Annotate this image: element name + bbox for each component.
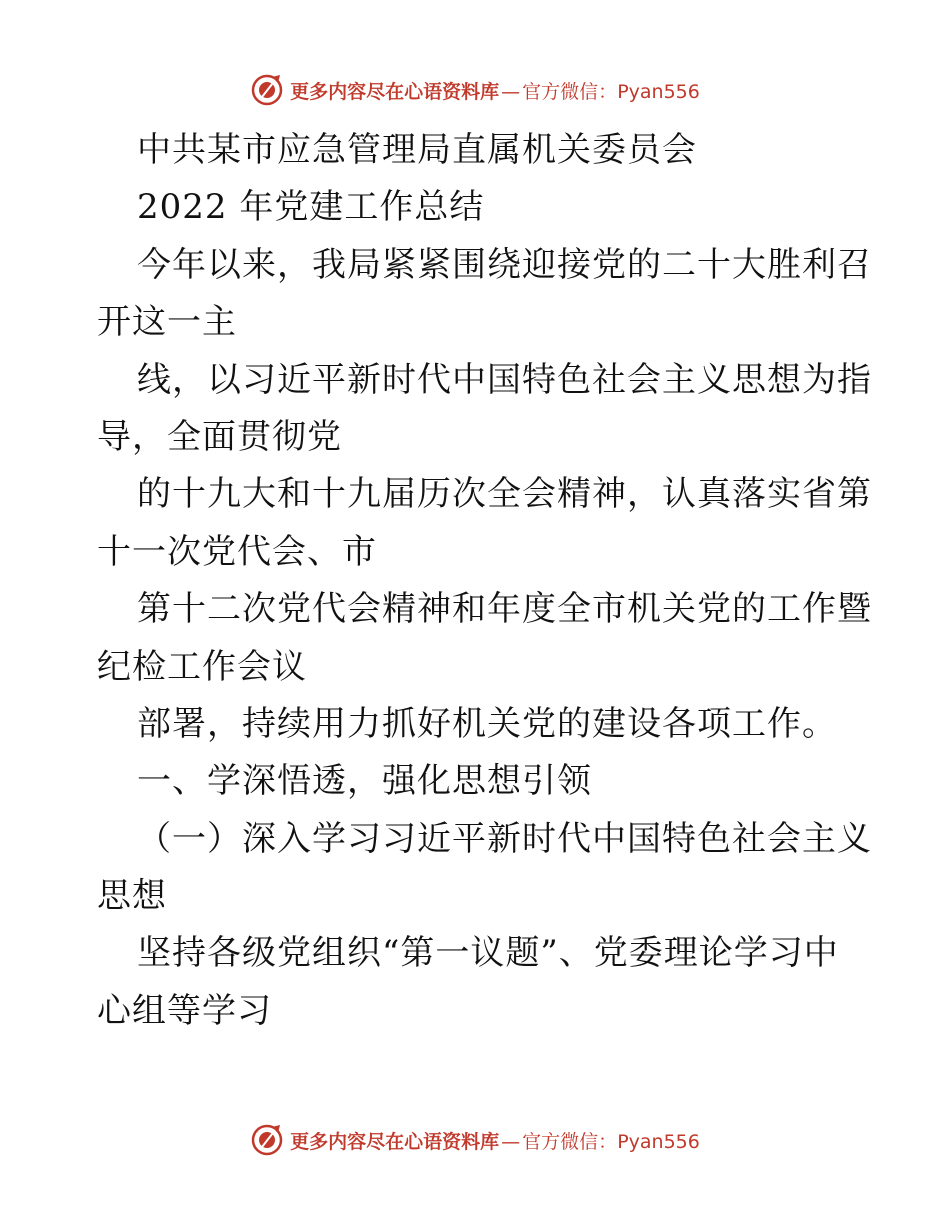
watermark-separator: — (501, 1130, 521, 1153)
watermark-label: 官方微信： (522, 80, 618, 103)
doc-title-line-1: 中共某市应急管理局直属机关委员会 (137, 130, 697, 170)
paragraph-line: 部署，持续用力抓好机关党的建设各项工作。 (137, 703, 837, 744)
section-heading: 一、学深悟透，强化思想引领 (137, 761, 592, 802)
paragraph-line: 的十九大和十九届历次全会精神，认真落实省第 (137, 474, 872, 515)
watermark-label: 官方微信： (522, 1130, 618, 1153)
paragraph-line: 心组等学习 (97, 990, 272, 1031)
subsection-heading-continued: 思想 (97, 876, 167, 917)
paragraph-line: 线，以习近平新时代中国特色社会主义思想为指 (137, 359, 872, 400)
wax-seal-quill-icon (250, 73, 284, 107)
subsection-heading: （一）深入学习习近平新时代中国特色社会主义 (137, 818, 872, 859)
watermark-text (290, 77, 700, 104)
paragraph-line: 第十二次党代会精神和年度全市机关党的工作暨 (137, 589, 872, 630)
watermark-id: Pyan556 (617, 80, 700, 103)
paragraph-line: 开这一主 (97, 302, 237, 343)
paragraph-line: 十一次党代会、市 (97, 531, 377, 572)
paragraph-line: 导，全面贯彻党 (97, 416, 342, 457)
footer-watermark (0, 1120, 950, 1160)
header-watermark (0, 70, 950, 110)
watermark-text (290, 1127, 700, 1154)
wax-seal-quill-icon (250, 1123, 284, 1157)
watermark-prefix: 更多内容尽在心语资料库 (290, 80, 500, 103)
document-body (97, 122, 872, 1040)
paragraph-line: 纪检工作会议 (97, 646, 307, 687)
paragraph-line: 今年以来，我局紧紧围绕迎接党的二十大胜利召 (137, 244, 872, 285)
watermark-id: Pyan556 (617, 1130, 700, 1153)
watermark-prefix: 更多内容尽在心语资料库 (290, 1130, 500, 1153)
paragraph-line: 坚持各级党组织“第一议题”、党委理论学习中 (137, 933, 839, 974)
doc-title-line-2: 2022 年党建工作总结 (137, 187, 485, 228)
watermark-separator: — (501, 80, 521, 103)
